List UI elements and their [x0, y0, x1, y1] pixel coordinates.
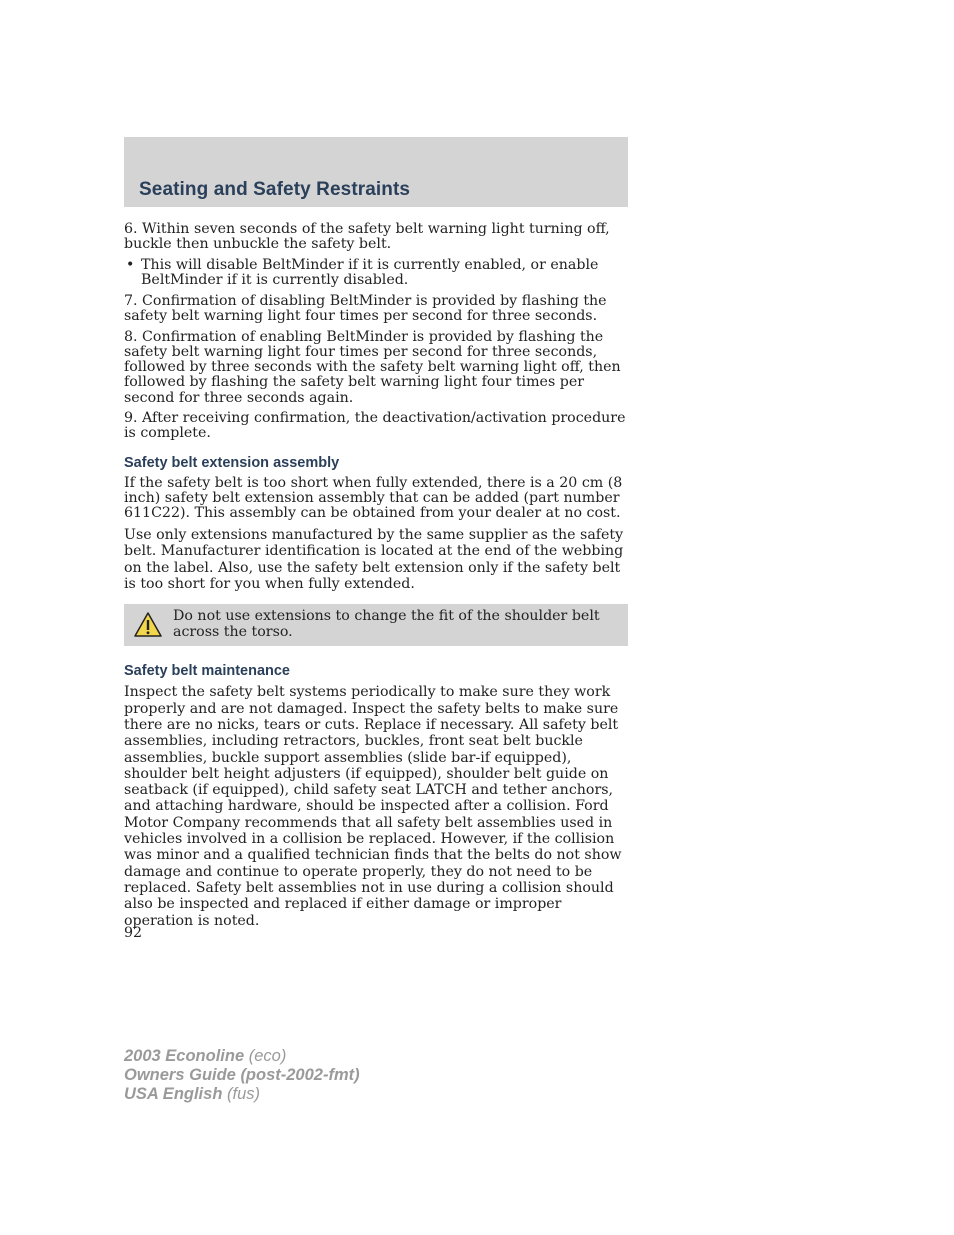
maintenance-heading: Safety belt maintenance	[124, 663, 290, 680]
document-footer	[124, 1047, 360, 1104]
step-8: 8. Confirmation of enabling BeltMinder is provided by flashing the safety belt warning light four times per second for three seconds, followed by three seconds with the safety belt warning light off, then followed by flashing the safety belt warning light four times per second for three seconds again.	[124, 328, 621, 406]
step-7: 7. Confirmation of disabling BeltMinder is provided by flashing the safety belt warning light four times per second for three seconds.	[124, 292, 607, 325]
section-header	[124, 137, 628, 207]
page-number: 92	[124, 925, 143, 941]
extension-paragraph-2: Use only extensions manufactured by the same supplier as the safety belt. Manufacturer identification is located at the end of the webbing on the label. Also, use the safety belt extension only if the safety belt is too short for you when fully extended.	[124, 526, 624, 592]
page-content	[124, 222, 628, 934]
bullet-text: This will disable BeltMinder if it is currently enabled, or enable BeltMinder if it is currently disabled.	[141, 256, 599, 289]
warning-text: Do not use extensions to change the fit of the shoulder belt across the torso.	[173, 608, 600, 641]
footer-line-2: Owners Guide (post-2002-fmt)	[124, 1066, 360, 1084]
footer-line-1: 2003 Econoline (eco)	[124, 1047, 287, 1065]
extension-heading: Safety belt extension assembly	[124, 454, 340, 471]
footer-line-3: USA English (fus)	[124, 1085, 260, 1103]
bullet-dot: •	[126, 256, 135, 273]
warning-triangle-icon	[134, 611, 162, 639]
maintenance-paragraph: Inspect the safety belt systems periodically to make sure they work properly and are not damaged. Inspect the safety belts to make sure there are no nicks, tears or cuts. Replace if necessary. All safety belt assemblies, including retractors, buckles, front seat belt buckle assemblies, buckle support assemblies (slide bar-if equipped), shoulder belt height adjusters (if equipped), shoulder belt guide on seatback (if equipped), child safety seat LATCH and tether anchors, and attaching hardware, should be inspected after a collision. Ford Motor Company recommends that all safety belt assemblies used in vehicles involved in a collision be replaced. However, if the collision was minor and a qualified technician finds that the belts do not show damage and continue to operate properly, they do not need to be replaced. Safety belt assemblies not in use during a collision should also be inspected and replaced if either damage or improper operation is noted.	[124, 684, 622, 929]
step-9: 9. After receiving confirmation, the deactivation/activation procedure is complete.	[124, 410, 626, 442]
extension-paragraph-1: If the safety belt is too short when fully extended, there is a 20 cm (8 inch) safety belt extension assembly that can be added (part number 611C22). This assembly can be obtained from your dealer at no cost.	[124, 474, 623, 522]
section-title: Seating and Safety Restraints	[139, 179, 411, 200]
bullet-item	[124, 258, 628, 288]
warning-box	[124, 604, 628, 646]
step-6: 6. Within seven seconds of the safety belt warning light turning off, buckle then unbuckle the safety belt.	[124, 221, 610, 253]
